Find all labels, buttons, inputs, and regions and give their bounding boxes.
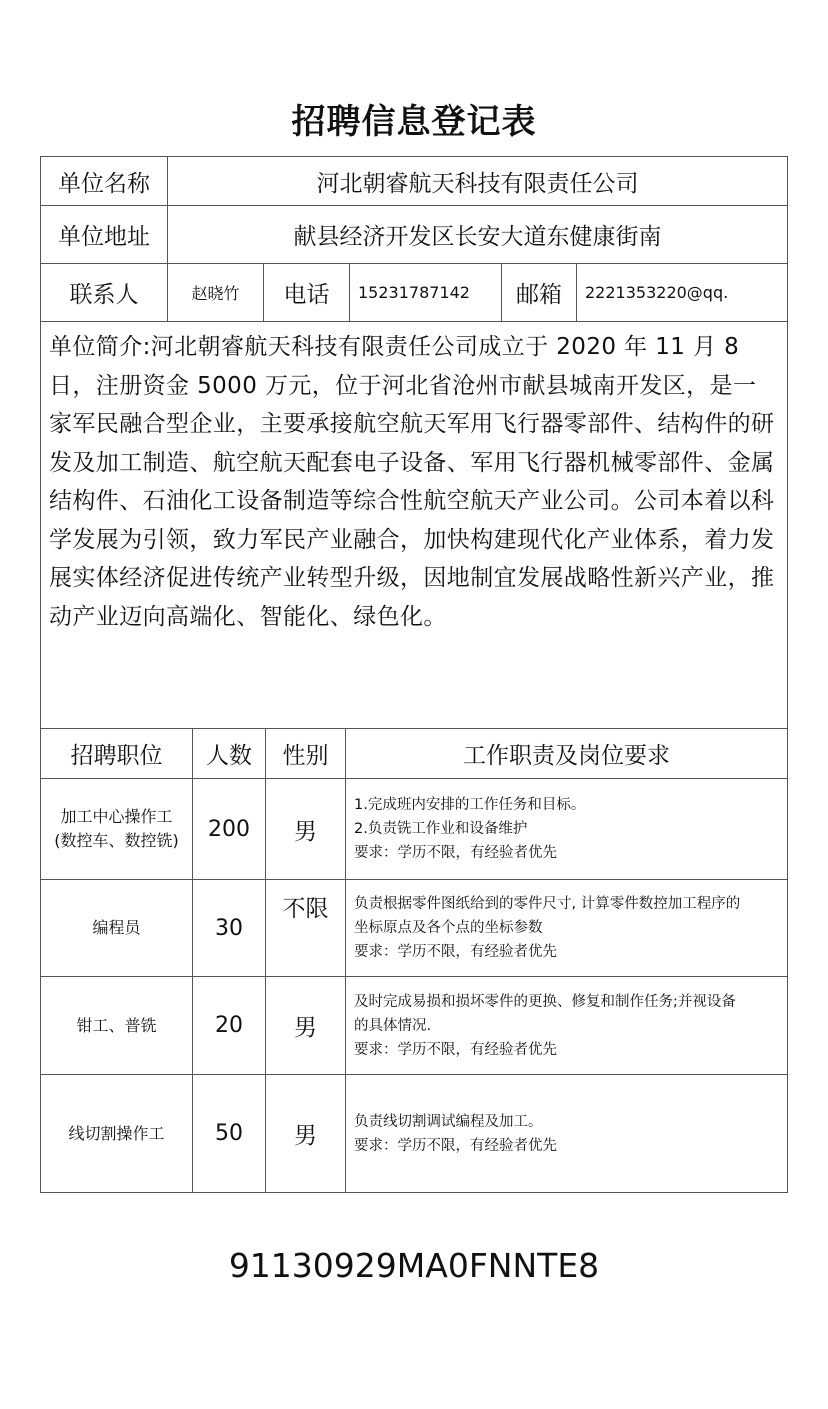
phone-value: 15231787142 <box>350 264 502 321</box>
job-duty-line: 坐标原点及各个点的坐标参数 <box>354 920 543 936</box>
company-address-label: 单位地址 <box>41 206 168 263</box>
company-intro-text: 单位简介:河北朝睿航天科技有限责任公司成立于 2020 年 11 月 8 日，注册资金 5000 万元，位于河北省沧州市献县城南开发区，是一家军民融合型企业，主要承接航空航天军用飞行器零部件、结构件的研发及加工制造、航空航天配套电子设备、军用飞行器机械零部件、金属结构件、石油化工设备制造等综合性航空航天产业公司。公司本着以科学发展为引领，致力军民产业融合，加快构建现代化产业体系，着力发展实体经济促进传统产业转型升级，因地制宜发展战略性新兴产业，推动产业迈向高端化、智能化、绿色化。 <box>49 334 775 630</box>
job-position-line1: 编程员 <box>92 918 141 937</box>
contact-label: 联系人 <box>41 264 168 321</box>
header-count: 人数 <box>193 729 266 778</box>
job-duty-line: 的具体情况. <box>354 1017 432 1034</box>
job-duty-line: 及时完成易损和损坏零件的更换、修复和制作任务;并视设备 <box>354 993 736 1010</box>
job-duty-line: 1.完成班内安排的工作任务和目标。 <box>354 797 586 813</box>
job-requirement-line: 要求：学历不限，有经验者优先 <box>354 1137 557 1154</box>
job-gender: 不限 <box>266 880 346 976</box>
job-position-line1: 线切割操作工 <box>68 1123 165 1143</box>
job-position-line1: 钳工、普铣 <box>76 1015 157 1035</box>
company-name-label: 单位名称 <box>41 157 168 205</box>
job-duty-line: 负责线切割调试编程及加工。 <box>354 1113 543 1130</box>
jobs-header-row <box>41 729 787 779</box>
company-address-value: 献县经济开发区长安大道东健康街南 <box>293 224 662 250</box>
job-position-line1: 加工中心操作工 <box>60 807 173 826</box>
job-position <box>41 1075 193 1192</box>
company-address-row <box>41 206 787 264</box>
company-name-row <box>41 157 787 206</box>
email-label: 邮箱 <box>502 264 577 321</box>
header-gender: 性别 <box>266 729 346 778</box>
job-position <box>41 977 193 1074</box>
job-count: 20 <box>193 977 266 1074</box>
header-duties: 工作职责及岗位要求 <box>463 743 670 769</box>
job-duties <box>346 1075 787 1192</box>
job-row-4 <box>41 1075 787 1192</box>
job-row-1 <box>41 779 787 880</box>
company-intro-row <box>41 322 787 729</box>
job-gender: 男 <box>266 1075 346 1192</box>
job-position <box>41 779 193 879</box>
job-duties <box>346 880 787 976</box>
recruitment-form-table <box>40 156 788 1193</box>
contact-value: 赵晓竹 <box>168 264 264 321</box>
job-count: 30 <box>193 880 266 976</box>
credit-code: 91130929MA0FNNTE8 <box>228 1246 600 1285</box>
contact-row <box>41 264 787 322</box>
job-count: 50 <box>193 1075 266 1192</box>
job-count: 200 <box>193 779 266 879</box>
job-position-line2: (数控车、数控铣) <box>54 831 179 850</box>
job-requirement-line: 要求：学历不限，有经验者优先 <box>354 1041 557 1058</box>
job-duties <box>346 779 787 879</box>
job-requirement-line: 要求：学历不限，有经验者优先 <box>354 845 557 861</box>
job-row-2 <box>41 880 787 977</box>
phone-label: 电话 <box>264 264 350 321</box>
header-position: 招聘职位 <box>41 729 193 778</box>
job-requirement-line: 要求：学历不限，有经验者优先 <box>354 944 557 960</box>
job-duty-line: 负责根据零件图纸给到的零件尺寸, 计算零件数控加工程序的 <box>354 896 741 912</box>
job-gender: 男 <box>266 779 346 879</box>
job-position <box>41 880 193 976</box>
job-gender: 男 <box>266 977 346 1074</box>
job-duties <box>346 977 787 1074</box>
job-duty-line: 2.负责铣工作业和设备维护 <box>354 821 528 837</box>
company-name-value: 河北朝睿航天科技有限责任公司 <box>316 170 639 197</box>
form-title: 招聘信息登记表 <box>291 102 537 142</box>
job-row-3 <box>41 977 787 1075</box>
email-value: 2221353220@qq. <box>585 283 729 302</box>
